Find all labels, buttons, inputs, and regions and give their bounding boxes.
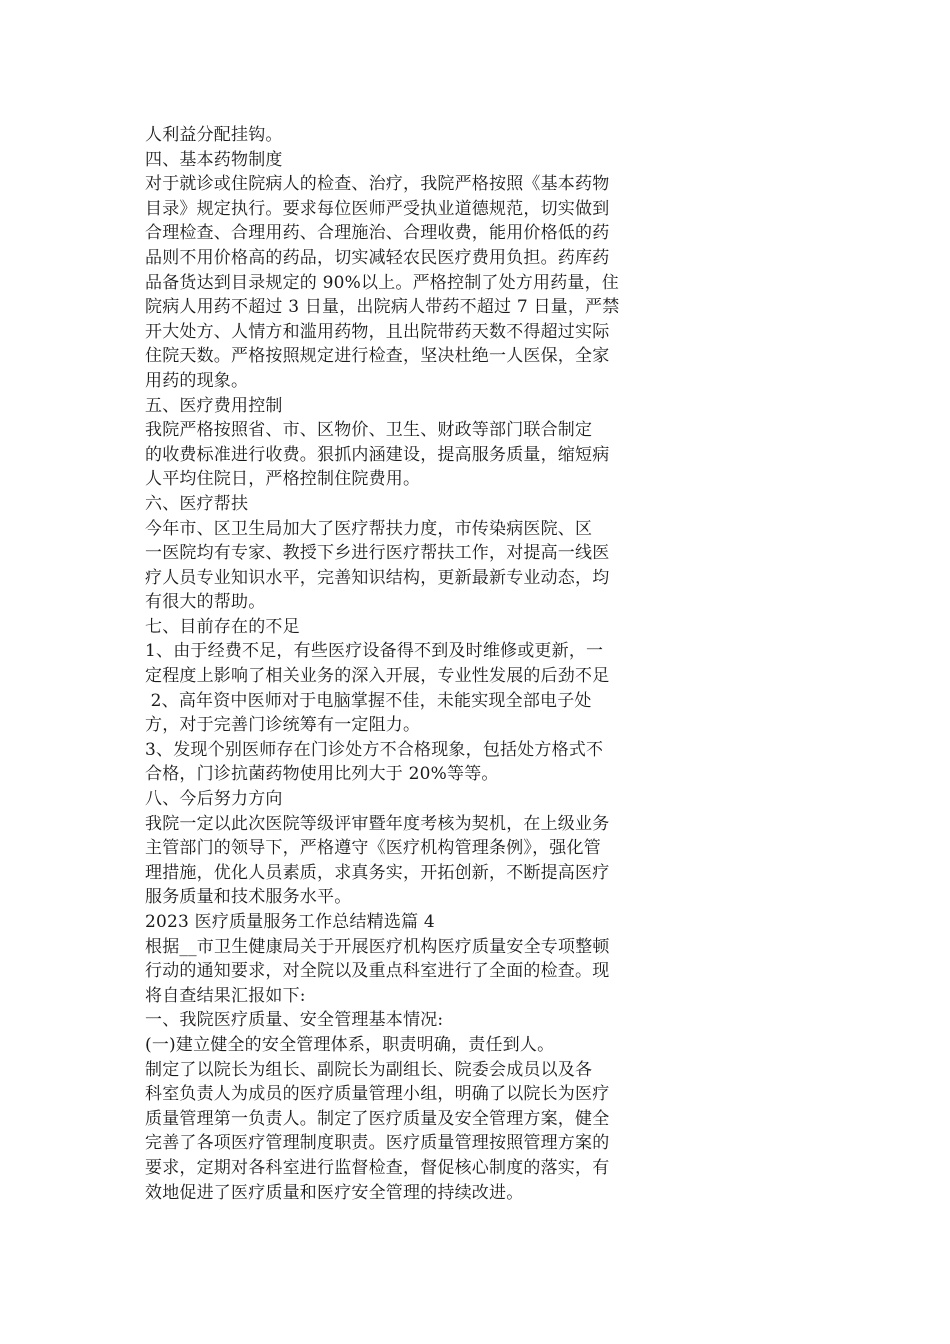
section-heading: 五、医疗费用控制 xyxy=(145,395,283,416)
text-line: 要求，定期对各科室进行监督检查，督促核心制度的落实，有 xyxy=(145,1157,610,1178)
text-line: 我院严格按照省、市、区物价、卫生、财政等部门联合制定 xyxy=(145,420,593,441)
text-line: 根据__市卫生健康局关于开展医疗机构医疗质量安全专项整顿 xyxy=(145,936,610,957)
text-line: 理措施，优化人员素质，求真务实，开拓创新，不断提高医疗 xyxy=(145,862,610,883)
text-line: 一医院均有专家、教授下乡进行医疗帮扶工作，对提高一线医 xyxy=(145,543,610,564)
text-line: 有很大的帮助。 xyxy=(145,592,266,613)
document-page xyxy=(145,123,665,1205)
text-line: 对于就诊或住院病人的检查、治疗，我院严格按照《基本药物 xyxy=(145,174,610,195)
text-line: 方，对于完善门诊统筹有一定阻力。 xyxy=(145,715,421,736)
article-title: 2023 医疗质量服务工作总结精选篇 4 xyxy=(145,912,435,932)
text-line: 品备货达到目录规定的 90%以上。严格控制了处方用药量，住 xyxy=(145,272,619,293)
text-line: 目录》规定执行。要求每位医师严受执业道德规范，切实做到 xyxy=(145,198,610,219)
section-heading: 四、基本药物制度 xyxy=(145,149,283,170)
text-line: 3、发现个别医师存在门诊处方不合格现象，包括处方格式不 xyxy=(145,739,604,760)
text-line: 科室负责人为成员的医疗质量管理小组，明确了以院长为医疗 xyxy=(145,1084,610,1105)
text-line: 合理检查、合理用药、合理施治、合理收费，能用价格低的药 xyxy=(145,223,610,244)
text-line: 行动的通知要求，对全院以及重点科室进行了全面的检查。现 xyxy=(145,961,610,982)
text-line: 疗人员专业知识水平，完善知识结构，更新最新专业动态，均 xyxy=(145,567,610,588)
text-line: 效地促进了医疗质量和医疗安全管理的持续改进。 xyxy=(145,1182,524,1203)
text-line: 人平均住院日，严格控制住院费用。 xyxy=(145,469,421,490)
text-line: 院病人用药不超过 3 日量，出院病人带药不超过 7 日量，严禁 xyxy=(145,297,620,318)
section-heading: 七、目前存在的不足 xyxy=(145,616,300,637)
text-line: 品则不用价格高的药品，切实减轻农民医疗费用负担。药库药 xyxy=(145,247,610,268)
text-line: 服务质量和技术服务水平。 xyxy=(145,887,352,908)
text-line: 完善了各项医疗管理制度职责。医疗质量管理按照管理方案的 xyxy=(145,1133,610,1154)
text-line: 的收费标准进行收费。狠抓内涵建设，提高服务质量，缩短病 xyxy=(145,444,610,465)
text-line: 质量管理第一负责人。制定了医疗质量及安全管理方案，健全 xyxy=(145,1108,610,1129)
text-line: 将自查结果汇报如下: xyxy=(145,985,306,1006)
section-heading: 八、今后努力方向 xyxy=(145,789,283,810)
text-line: 合格，门诊抗菌药物使用比列大于 20%等等。 xyxy=(145,764,499,785)
text-line: 今年市、区卫生局加大了医疗帮扶力度，市传染病医院、区 xyxy=(145,518,593,539)
text-line: 人利益分配挂钩。 xyxy=(145,125,283,145)
text-line: 我院一定以此次医院等级评审暨年度考核为契机，在上级业务 xyxy=(145,813,610,834)
text-line: 主管部门的领导下，严格遵守《医疗机构管理条例》，强化管 xyxy=(145,838,601,859)
text-line: 用药的现象。 xyxy=(145,370,249,391)
text-line: 住院天数。严格按照规定进行检查，坚决杜绝一人医保，全家 xyxy=(145,346,610,367)
text-line: 定程度上影响了相关业务的深入开展，专业性发展的后劲不足 xyxy=(145,666,610,687)
subsection-heading: (一)建立健全的安全管理体系，职责明确，责任到人。 xyxy=(145,1034,555,1055)
section-heading: 六、医疗帮扶 xyxy=(145,493,249,514)
text-line: 1、由于经费不足，有些医疗设备得不到及时维修或更新，一 xyxy=(145,641,604,662)
text-line: 2、高年资中医师对于电脑掌握不佳，未能实现全部电子处 xyxy=(145,690,592,711)
section-heading: 一、我院医疗质量、安全管理基本情况: xyxy=(145,1010,444,1031)
text-line: 开大处方、人情方和滥用药物，且出院带药天数不得超过实际 xyxy=(145,321,610,342)
text-line: 制定了以院长为组长、副院长为副组长、院委会成员以及各 xyxy=(145,1059,593,1080)
